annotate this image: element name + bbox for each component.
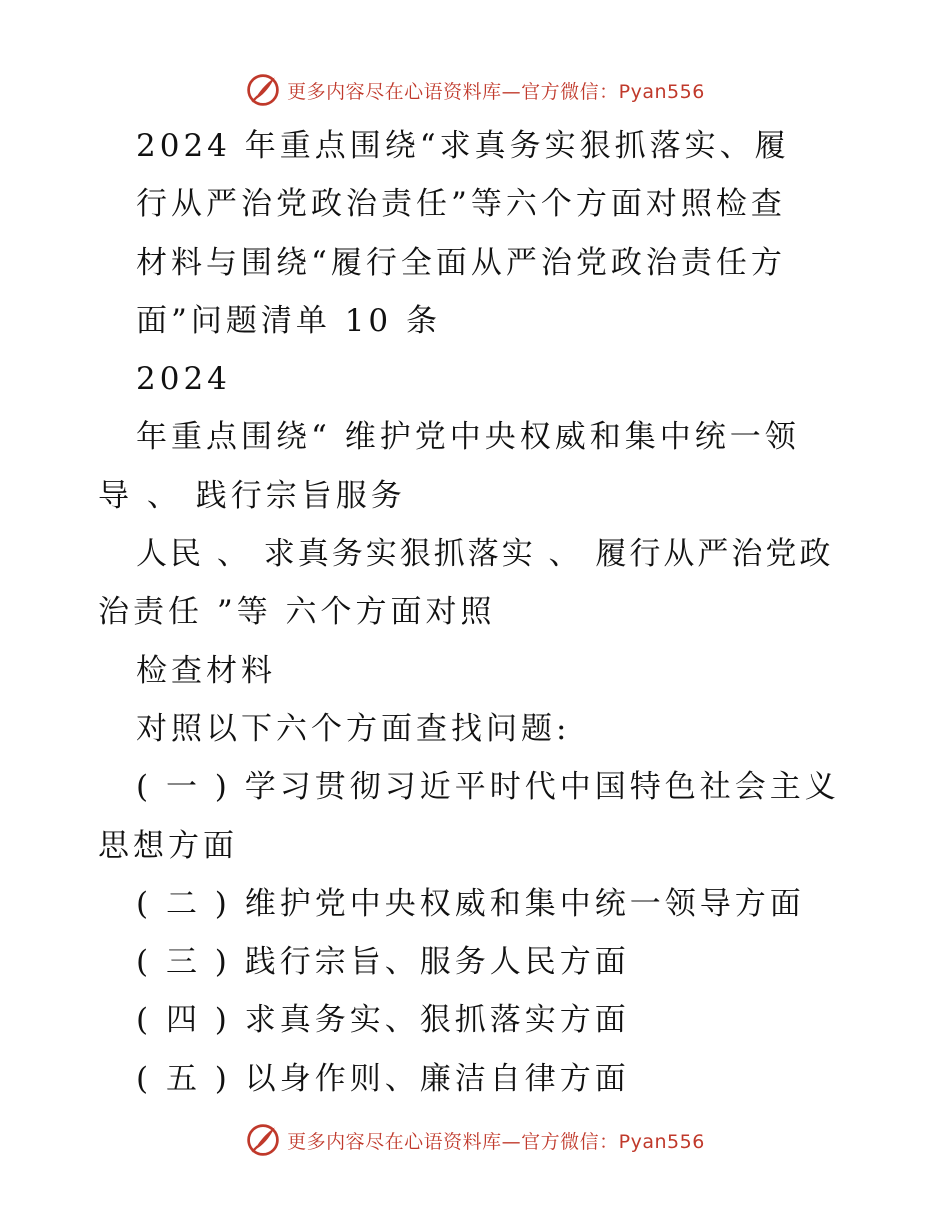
list-item-1: ( 一 ) 学习贯彻习近平时代中国特色社会主义 xyxy=(136,769,840,806)
intro-line: 对照以下六个方面查找问题: xyxy=(136,710,571,747)
list-item-2: ( 二 ) 维护党中央权威和集中统一领导方面 xyxy=(136,885,805,922)
quill-logo-icon xyxy=(245,72,281,108)
title-line-4: 面”问题清单 10 条 xyxy=(136,302,442,339)
quill-logo-icon xyxy=(245,1122,281,1158)
paragraph-line-3: 人民 、 求真务实狠抓落实 、 履行从严治党政 xyxy=(136,536,834,573)
watermark-text: 更多内容尽在心语资料库—官方微信：Pyan556 xyxy=(287,1130,705,1153)
paragraph-line-4: 治责任 ”等 六个方面对照 xyxy=(98,594,496,631)
title-line-2: 行从严治党政治责任”等六个方面对照检查 xyxy=(136,186,786,223)
document-body xyxy=(0,117,950,1108)
title-line-3: 材料与围绕“履行全面从严治党政治责任方 xyxy=(136,244,786,281)
watermark-banner-top xyxy=(0,70,950,110)
list-item-4: ( 四 ) 求真务实、狠抓落实方面 xyxy=(136,1002,630,1039)
title-line-1: 2024 年重点围绕“求真务实狠抓落实、履 xyxy=(136,128,790,164)
watermark-banner-bottom xyxy=(0,1120,950,1160)
paragraph-line-2: 导 、 践行宗旨服务 xyxy=(98,477,406,514)
list-item-5: ( 五 ) 以身作则、廉洁自律方面 xyxy=(136,1060,630,1097)
watermark-text: 更多内容尽在心语资料库—官方微信：Pyan556 xyxy=(287,80,705,103)
paragraph-line-5: 检查材料 xyxy=(136,652,276,689)
list-item-3: ( 三 ) 践行宗旨、服务人民方面 xyxy=(136,944,630,981)
paragraph-line-1: 年重点围绕“ 维护党中央权威和集中统一领 xyxy=(136,419,800,456)
list-item-1-continued: 思想方面 xyxy=(98,827,238,864)
paragraph-line-year: 2024 xyxy=(136,361,231,398)
